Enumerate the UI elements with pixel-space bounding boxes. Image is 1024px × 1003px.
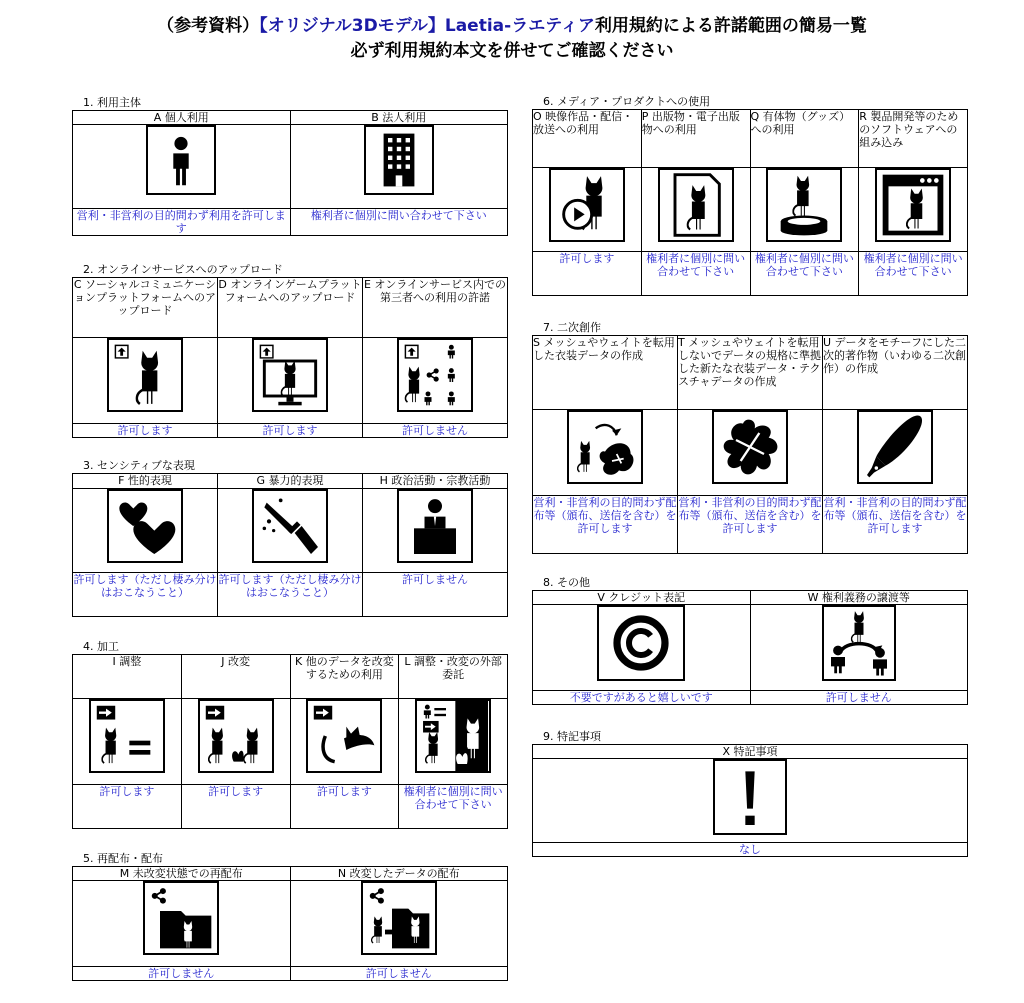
section-processing: [72, 640, 508, 829]
item-status: 許可します: [73, 424, 218, 438]
item-header-s: S メッシュやウェイトを転用した衣装データの作成: [533, 336, 678, 410]
section-sensitive: [72, 459, 508, 617]
section-label: 3. センシティブな表現: [83, 459, 195, 472]
section-label: 8. その他: [543, 576, 590, 589]
item-header-f: F 性的表現: [73, 474, 218, 489]
item-status: 許可します: [290, 785, 399, 829]
redistribute-icon: [143, 881, 219, 955]
item-status: 許可しません: [363, 573, 508, 617]
title-line-1: [0, 14, 1024, 39]
item-icon-cell: [218, 338, 363, 424]
page-title: [0, 14, 1024, 64]
podium-icon: [397, 489, 473, 563]
section-label: 9. 特記事項: [543, 730, 601, 743]
goods-icon: [766, 168, 842, 242]
item-status: 許可しません: [363, 424, 508, 438]
item-icon-cell: [750, 605, 968, 691]
adjust-icon: [89, 699, 165, 773]
item-icon-cell: [290, 125, 508, 209]
permission-table: [532, 109, 968, 296]
item-header-v: V クレジット表記: [533, 591, 751, 605]
item-header-l: L 調整・改変の外部委託: [399, 655, 508, 699]
item-icon-cell: [73, 489, 218, 573]
item-icon-cell: [73, 881, 291, 967]
item-header-t: T メッシュやウェイトを転用しないでデータの規格に準拠した新たな衣装データ・テクスチャデータの作成: [678, 336, 823, 410]
item-icon-cell: [73, 125, 291, 209]
item-icon-cell: [533, 168, 642, 252]
item-status: 許可します（ただし棲み分けはおこなうこと）: [218, 573, 363, 617]
permission-table: [532, 590, 968, 705]
section-label: 1. 利用主体: [83, 96, 141, 109]
item-header-o: O 映像作品・配信・放送への利用: [533, 110, 642, 168]
item-status: 許可しません: [750, 691, 968, 705]
new-clothing-icon: [712, 410, 788, 484]
item-icon-cell: [218, 489, 363, 573]
permission-table: [72, 110, 508, 236]
section-other: [532, 576, 968, 705]
item-icon-cell: [678, 410, 823, 496]
permission-table: [72, 866, 508, 981]
upload-game-icon: [252, 338, 328, 412]
item-icon-cell: [181, 699, 290, 785]
permission-table: [72, 277, 508, 438]
item-status: 許可します（ただし棲み分けはおこなうこと）: [73, 573, 218, 617]
item-icon-cell: [290, 881, 508, 967]
section-special-notes: [532, 730, 968, 857]
outsource-icon: [415, 699, 491, 773]
extract-parts-icon: [306, 699, 382, 773]
title-prefix: （参考資料）: [157, 16, 260, 36]
item-status: 許可します: [73, 785, 182, 829]
permission-table: [532, 335, 968, 554]
item-header-a: A 個人利用: [73, 111, 291, 125]
item-status: 権利者に個別に問い合わせて下さい: [399, 785, 508, 829]
item-status: 許可します: [533, 252, 642, 296]
item-status: 営利・非営利の目的問わず配布等（頒布、送信を含む）を許可します: [823, 496, 968, 554]
item-icon-cell: [290, 699, 399, 785]
publication-icon: [658, 168, 734, 242]
item-status: なし: [533, 843, 968, 857]
clothing-transfer-icon: [567, 410, 643, 484]
software-icon: [875, 168, 951, 242]
building-icon: [364, 125, 434, 195]
item-header-i: I 調整: [73, 655, 182, 699]
item-status: 許可します: [181, 785, 290, 829]
section-redistribution: [72, 852, 508, 981]
section-derivative-works: [532, 321, 968, 554]
item-status: 許可します: [218, 424, 363, 438]
pen-icon: [857, 410, 933, 484]
item-status: 営利・非営利の目的問わず配布等（頒布、送信を含む）を許可します: [678, 496, 823, 554]
item-header-h: H 政治活動・宗教活動: [363, 474, 508, 489]
item-header-m: M 未改変状態での再配布: [73, 867, 291, 881]
item-header-q: Q 有体物（グッズ）への利用: [750, 110, 859, 168]
section-label: 2. オンラインサービスへのアップロード: [83, 263, 283, 276]
item-status: 営利・非営利の目的問わず利用を許可します: [73, 209, 291, 236]
section-media-products: [532, 95, 968, 296]
modify-icon: [198, 699, 274, 773]
item-status: 営利・非営利の目的問わず配布等（頒布、送信を含む）を許可します: [533, 496, 678, 554]
section-label: 5. 再配布・配布: [83, 852, 163, 865]
hearts-icon: [107, 489, 183, 563]
permission-table: [532, 744, 968, 857]
item-header-k: K 他のデータを改変するための利用: [290, 655, 399, 699]
exclamation-icon: [713, 759, 787, 835]
item-icon-cell: [533, 605, 751, 691]
item-icon-cell: [363, 338, 508, 424]
section-label: 7. 二次創作: [543, 321, 601, 334]
item-status: 権利者に個別に問い合わせて下さい: [859, 252, 968, 296]
section-online-upload: [72, 263, 508, 438]
item-icon-cell: [533, 759, 968, 843]
title-line-2: 必ず利用規約本文を併せてご確認ください: [350, 41, 674, 61]
share-third-party-icon: [397, 338, 473, 412]
item-icon-cell: [641, 168, 750, 252]
item-icon-cell: [859, 168, 968, 252]
item-header-d: D オンラインゲームプラットフォームへのアップロード: [218, 278, 363, 338]
item-icon-cell: [73, 338, 218, 424]
copyright-icon: [597, 605, 685, 681]
item-icon-cell: [750, 168, 859, 252]
title-suffix: 利用規約による許諾範囲の簡易一覧: [594, 16, 867, 36]
item-header-u: U データをモチーフにした二次的著作物（いわゆる二次創作）の作成: [823, 336, 968, 410]
permission-table: [72, 473, 508, 617]
item-icon-cell: [823, 410, 968, 496]
item-header-p: P 出版物・電子出版物への利用: [641, 110, 750, 168]
item-status: 権利者に個別に問い合わせて下さい: [290, 209, 508, 236]
distribute-modified-icon: [361, 881, 437, 955]
item-icon-cell: [399, 699, 508, 785]
item-header-j: J 改変: [181, 655, 290, 699]
item-header-x: X 特記事項: [533, 745, 968, 759]
item-header-e: E オンラインサービス内での第三者への利用の許諾: [363, 278, 508, 338]
section-label: 6. メディア・プロダクトへの使用: [543, 95, 711, 108]
item-status: 許可しません: [73, 967, 291, 981]
section-usage-entity: [72, 96, 508, 236]
item-header-b: B 法人利用: [290, 111, 508, 125]
item-status: 権利者に個別に問い合わせて下さい: [750, 252, 859, 296]
knife-icon: [252, 489, 328, 563]
item-status: 許可しません: [290, 967, 508, 981]
item-status: 権利者に個別に問い合わせて下さい: [641, 252, 750, 296]
item-icon-cell: [73, 699, 182, 785]
item-icon-cell: [363, 489, 508, 573]
section-label: 4. 加工: [83, 640, 119, 653]
item-header-c: C ソーシャルコミュニケーションプラットフォームへのアップロード: [73, 278, 218, 338]
item-header-w: W 権利義務の譲渡等: [750, 591, 968, 605]
item-icon-cell: [533, 410, 678, 496]
item-status: 不要ですがあると嬉しいです: [533, 691, 751, 705]
title-highlight: 【オリジナル3Dモデル】Laetia-ラエティア: [259, 16, 595, 36]
item-header-r: R 製品開発等のためのソフトウェアへの組み込み: [859, 110, 968, 168]
permission-table: [72, 654, 508, 829]
video-icon: [549, 168, 625, 242]
transfer-rights-icon: [822, 605, 896, 681]
item-header-n: N 改変したデータの配布: [290, 867, 508, 881]
upload-avatar-icon: [107, 338, 183, 412]
item-header-g: G 暴力的表現: [218, 474, 363, 489]
person-icon: [146, 125, 216, 195]
